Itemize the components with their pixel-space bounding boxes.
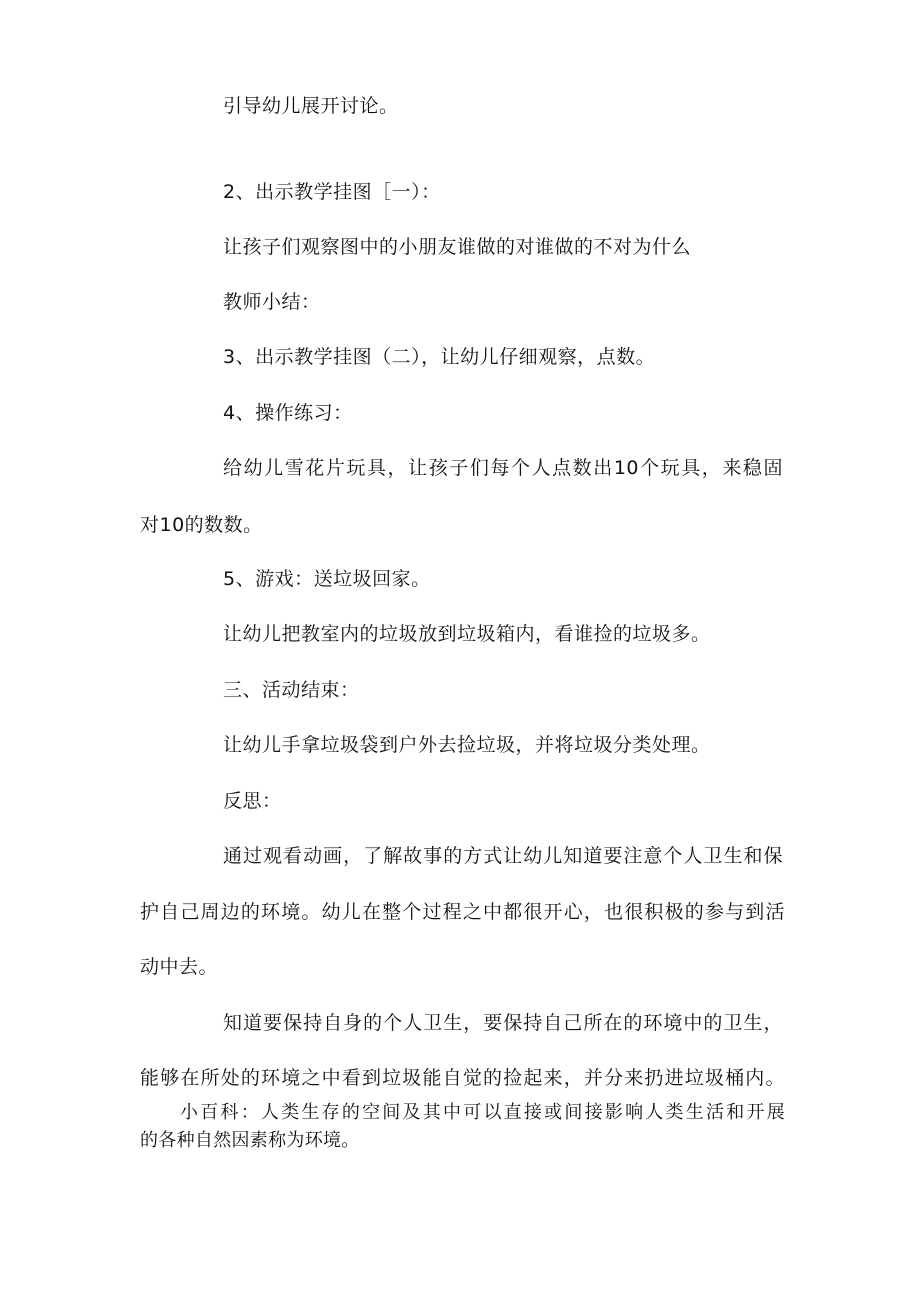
paragraph-line: 引导幼儿展开讨论。 xyxy=(223,95,399,117)
section-heading: 3、出示教学挂图（二），让幼儿仔细观察，点数。 xyxy=(223,346,656,368)
paragraph-line: 对10的数数。 xyxy=(140,514,263,536)
paragraph-line: 护自己周边的环境。幼儿在整个过程之中都很开心，也很积极的参与到活 xyxy=(140,901,785,923)
paragraph-line: 让幼儿把教室内的垃圾放到垃圾箱内，看谁捡的垃圾多。 xyxy=(223,623,711,645)
paragraph-line: 让孩子们观察图中的小朋友谁做的对谁做的不对为什么 xyxy=(223,236,692,258)
paragraph-line: 通过观看动画，了解故事的方式让幼儿知道要注意个人卫生和保 xyxy=(223,845,783,867)
section-heading: 4、操作练习： xyxy=(223,402,353,424)
paragraph-line: 能够在所处的环境之中看到垃圾能自觉的捡起来，并分来扔进垃圾桶内。 xyxy=(140,1067,785,1089)
section-heading: 三、活动结束： xyxy=(223,679,360,701)
section-heading: 5、游戏：送垃圾回家。 xyxy=(223,568,431,590)
paragraph-line: 让幼儿手拿垃圾袋到户外去捡垃圾，并将垃圾分类处理。 xyxy=(223,734,711,756)
section-heading: 2、出示教学挂图［一）： xyxy=(223,181,441,203)
section-heading: 反思： xyxy=(223,790,282,812)
paragraph-line: 动中去。 xyxy=(140,956,219,978)
paragraph-line: 给幼儿雪花片玩具，让孩子们每个人点数出10个玩具，来稳固 xyxy=(223,457,783,479)
paragraph-line: 知道要保持自身的个人卫生，要保持自己所在的环境中的卫生， xyxy=(223,1012,783,1034)
paragraph-line: 教师小结： xyxy=(223,291,321,313)
encyclopedia-note: 的各种自然因素称为环境。 xyxy=(140,1130,360,1151)
encyclopedia-note: 小百科：人类生存的空间及其中可以直接或间接影响人类生活和开展 xyxy=(180,1102,785,1123)
